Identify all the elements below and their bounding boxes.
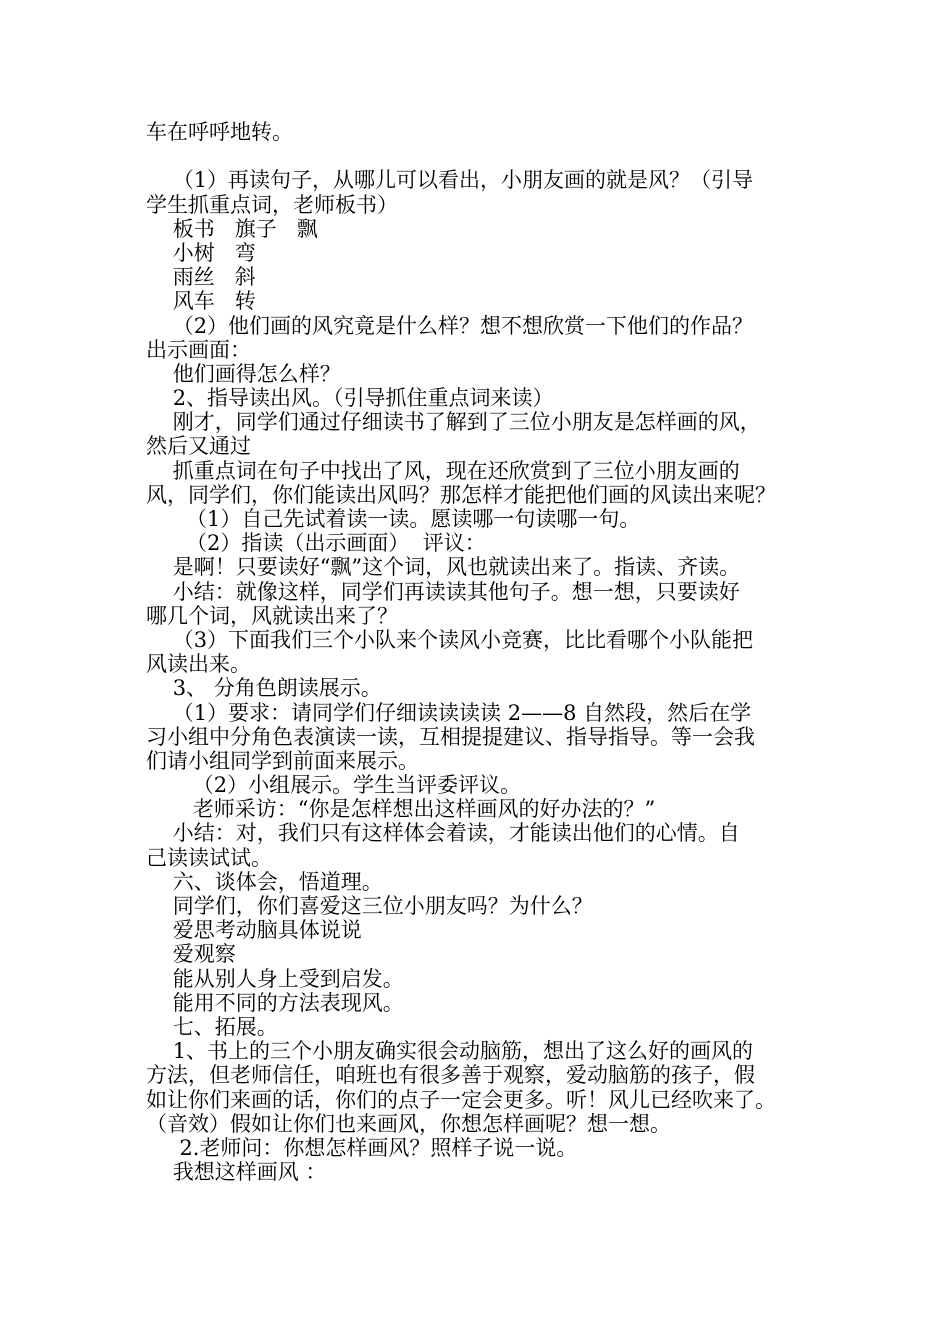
- text-line: 六、谈体会，悟道理。: [146, 869, 383, 894]
- text-line: （2）指读（出示画面） 评议：: [146, 531, 486, 556]
- text-line: 如让你们来画的话，你们的点子一定会更多。听！风儿已经吹来了。: [146, 1087, 776, 1112]
- text-line: 是啊！只要读好“飘”这个词，风也就读出来了。指读、齐读。: [146, 555, 741, 580]
- text-line: 己读读试试。: [146, 845, 272, 870]
- text-line: 同学们，你们喜爱这三位小朋友吗？为什么？: [146, 894, 593, 918]
- text-line: 我想这样画风 ：: [146, 1160, 327, 1185]
- text-line: 学生抓重点词，老师板书）: [146, 192, 398, 217]
- text-line: 能从别人身上受到启发。: [146, 966, 404, 991]
- text-line: （2）他们画的风究竟是什么样？想不想欣赏一下他们的作品？: [146, 313, 754, 338]
- text-line: 老师采访：“你是怎样想出这样画风的好办法的？”: [146, 797, 656, 822]
- text-line: 哪几个词，风就读出来了？: [146, 603, 398, 628]
- text-line: 们请小组同学到前面来展示。: [146, 748, 419, 773]
- text-line: 小树 弯: [146, 240, 256, 265]
- document-body: [146, 120, 818, 1184]
- text-line: （音效）假如让你们也来画风，你想怎样画呢？想一想。: [146, 1111, 671, 1136]
- text-line: [146, 144, 818, 168]
- text-line: 3、 分角色朗读展示。: [146, 676, 382, 701]
- text-line: 车在呼呼地转。: [146, 120, 293, 144]
- text-line: 然后又通过: [146, 434, 251, 459]
- text-line: 七、拓展。: [146, 1014, 278, 1039]
- text-line: 出示画面：: [146, 337, 251, 362]
- text-line: 方法，但老师信任，咱班也有很多善于观察，爱动脑筋的孩子，假: [146, 1063, 755, 1088]
- text-line: 习小组中分角色表演读一读，互相提提建议、指导指导。等一会我: [146, 724, 755, 749]
- text-line: （3）下面我们三个小队来个读风小竞赛，比比看哪个小队能把: [146, 627, 754, 652]
- text-line: 抓重点词在句子中找出了风，现在还欣赏到了三位小朋友画的: [146, 458, 740, 483]
- text-line: 板书 旗子 飘: [146, 216, 318, 241]
- text-line: 小结：对，我们只有这样体会着读，才能读出他们的心情。自: [146, 821, 740, 846]
- text-line: 爱观察: [146, 942, 236, 967]
- text-line: 小结：就像这样，同学们再读读其他句子。想一想，只要读好: [146, 579, 740, 604]
- text-line: 雨丝 斜: [146, 265, 256, 290]
- text-line: 风车 转: [146, 289, 256, 314]
- text-line: 1、书上的三个小朋友确实很会动脑筋，想出了这么好的画风的: [146, 1039, 754, 1064]
- text-line: 刚才，同学们通过仔细读书了解到了三位小朋友是怎样画的风，: [146, 410, 761, 435]
- text-line: 能用不同的方法表现风。: [146, 990, 404, 1015]
- text-line: 他们画得怎么样？: [146, 361, 341, 386]
- text-line: 风，同学们，你们能读出风吗？那怎样才能把他们画的风读出来呢？: [146, 482, 776, 507]
- text-line: 爱思考动脑具体说说: [146, 918, 362, 943]
- text-line: 2、指导读出风。（引导抓住重点词来读）: [146, 386, 554, 411]
- text-line: （1）要求：请同学们仔细读读读读 2——8 自然段，然后在学: [146, 700, 752, 725]
- text-line: （1）自己先试着读一读。愿读哪一句读哪一句。: [146, 507, 641, 531]
- text-line: （2）小组展示。学生当评委评议。: [146, 773, 522, 798]
- text-line: （1）再读句子，从哪儿可以看出，小朋友画的就是风？（引导: [146, 168, 754, 193]
- text-line: 2.老师问：你想怎样画风？照样子说一说。: [146, 1135, 578, 1160]
- text-line: 风读出来。: [146, 652, 251, 677]
